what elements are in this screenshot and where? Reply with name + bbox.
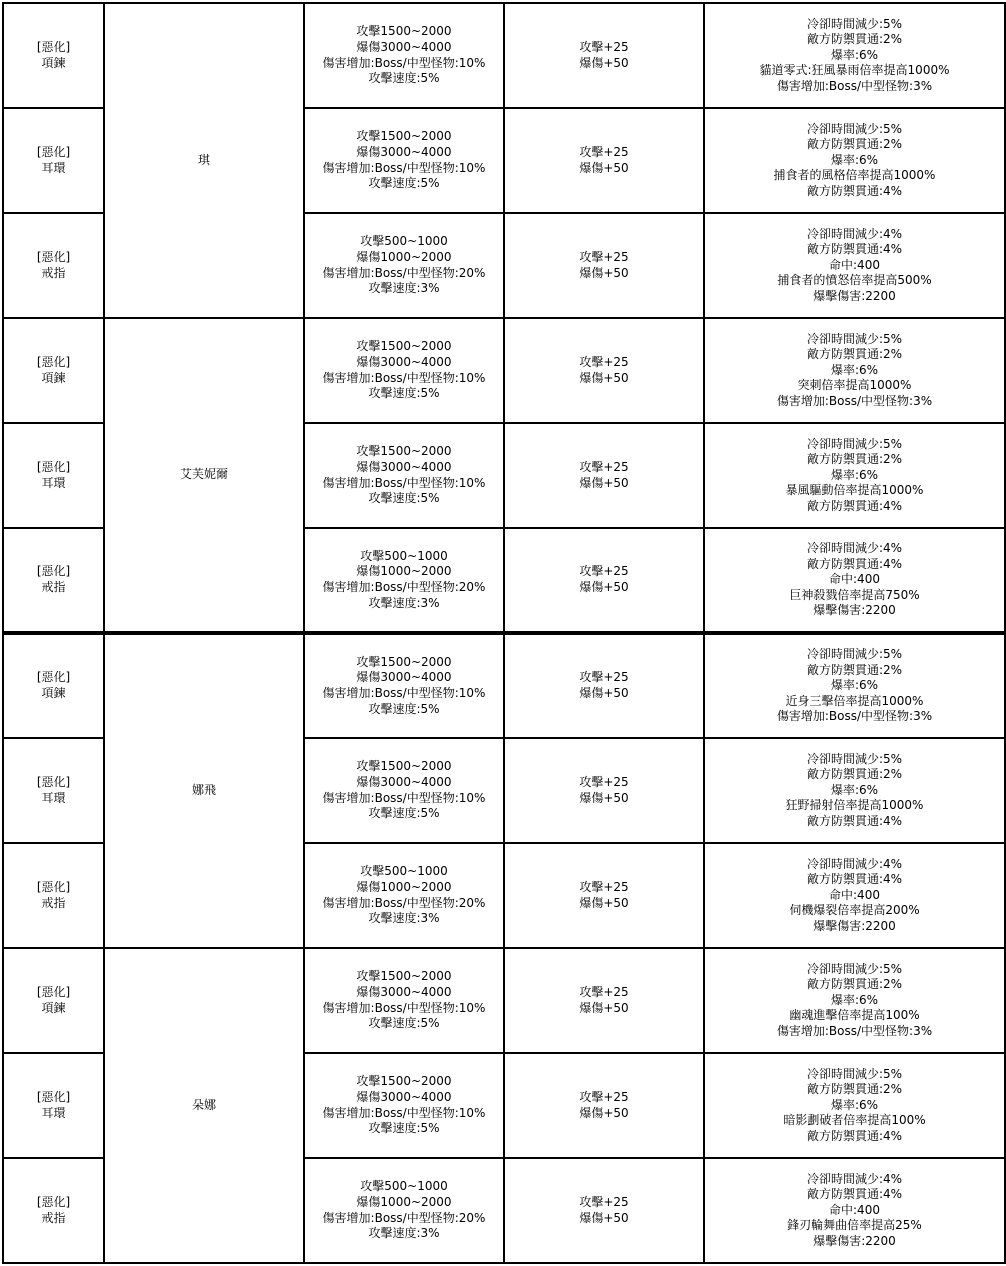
bonus-stats-cell-line: 爆傷+50 (579, 895, 629, 910)
bonus-stats-cell (504, 948, 704, 1053)
bonus-stats-cell-line: 攻擊+25 (579, 774, 629, 789)
extra-options-cell-line: 敵方防禦貫通:2% (806, 767, 903, 782)
extra-options-cell-line: 傷害增加:Boss/中型怪物:3% (776, 709, 933, 724)
base-stats-cell-line: 攻擊速度:3% (368, 1226, 440, 1241)
character-name: 琪 (197, 152, 210, 167)
bonus-stats-cell (504, 3, 704, 108)
equipment-table (2, 2, 1006, 1264)
base-stats-cell-line: 傷害增加:Boss/中型怪物:10% (322, 1000, 486, 1015)
item-slot-cell-line: [惡化] (36, 144, 71, 159)
base-stats-cell-line: 攻擊速度:5% (368, 386, 440, 401)
extra-options-cell-line: 爆率:6% (830, 47, 879, 62)
bonus-stats-cell (504, 108, 704, 213)
equipment-table-body (3, 3, 1005, 1263)
extra-options-cell-line: 命中:400 (829, 257, 880, 272)
extra-options-cell (704, 948, 1005, 1053)
extra-options-cell-line: 冷卻時間減少:5% (806, 436, 903, 451)
bonus-stats-cell-line: 攻擊+25 (579, 1089, 629, 1104)
base-stats-cell-line: 攻擊1500~2000 (356, 339, 452, 354)
bonus-stats-cell-line: 爆傷+50 (579, 160, 629, 175)
item-slot-cell-line: [惡化] (36, 670, 71, 685)
extra-options-cell-line: 敵方防禦貫通:4% (806, 872, 903, 887)
bonus-stats-cell-line: 攻擊+25 (579, 670, 629, 685)
extra-options-cell (704, 3, 1005, 108)
bonus-stats-cell-line: 攻擊+25 (579, 879, 629, 894)
item-slot-cell-line: [惡化] (36, 984, 71, 999)
base-stats-cell (304, 948, 504, 1053)
item-slot-cell-line: 項鍊 (41, 370, 66, 385)
item-slot-cell-line: [惡化] (36, 564, 71, 579)
item-slot-cell (3, 633, 104, 738)
extra-options-cell (704, 213, 1005, 318)
extra-options-cell (704, 633, 1005, 738)
extra-options-cell-line: 爆率:6% (830, 678, 879, 693)
extra-options-cell-line: 冷卻時間減少:4% (806, 226, 903, 241)
item-slot-cell-line: 項鍊 (41, 1000, 66, 1015)
extra-options-cell-line: 捕食者的風格倍率提高1000% (773, 168, 936, 183)
bonus-stats-cell (504, 1158, 704, 1263)
item-slot-cell (3, 108, 104, 213)
base-stats-cell (304, 1158, 504, 1263)
base-stats-cell (304, 1053, 504, 1158)
bonus-stats-cell-line: 攻擊+25 (579, 459, 629, 474)
table-row (3, 318, 1005, 423)
extra-options-cell-line: 敵方防禦貫通:4% (806, 498, 903, 513)
base-stats-cell-line: 傷害增加:Boss/中型怪物:20% (322, 1210, 486, 1225)
extra-options-cell-line: 爆擊傷害:2200 (813, 288, 896, 303)
base-stats-cell-line: 爆傷3000~4000 (356, 144, 452, 159)
extra-options-cell-line: 爆率:6% (830, 362, 879, 377)
bonus-stats-cell (504, 318, 704, 423)
extra-options-cell (704, 738, 1005, 843)
base-stats-cell-line: 爆傷1000~2000 (356, 564, 452, 579)
bonus-stats-cell-line: 攻擊+25 (579, 1194, 629, 1209)
base-stats-cell-line: 爆傷3000~4000 (356, 670, 452, 685)
bonus-stats-cell-line: 爆傷+50 (579, 1105, 629, 1120)
extra-options-cell-line: 敵方防禦貫通:4% (806, 242, 903, 257)
extra-options-cell-line: 敵方防禦貫通:4% (806, 556, 903, 571)
extra-options-cell-line: 鋒刃輪舞曲倍率提高25% (787, 1218, 922, 1233)
item-slot-cell (3, 1158, 104, 1263)
bonus-stats-cell (504, 213, 704, 318)
item-slot-cell-line: 耳環 (41, 790, 66, 805)
item-slot-cell (3, 3, 104, 108)
table-row (3, 3, 1005, 108)
item-slot-cell-line: 耳環 (41, 160, 66, 175)
base-stats-cell-line: 攻擊1500~2000 (356, 444, 452, 459)
base-stats-cell-line: 攻擊速度:5% (368, 1121, 440, 1136)
base-stats-cell-line: 攻擊1500~2000 (356, 654, 452, 669)
base-stats-cell (304, 528, 504, 633)
base-stats-cell (304, 3, 504, 108)
item-slot-cell (3, 1053, 104, 1158)
bonus-stats-cell-line: 攻擊+25 (579, 984, 629, 999)
item-slot-cell-line: 戒指 (41, 895, 66, 910)
bonus-stats-cell-line: 攻擊+25 (579, 39, 629, 54)
bonus-stats-cell (504, 843, 704, 948)
base-stats-cell-line: 爆傷3000~4000 (356, 1089, 452, 1104)
base-stats-cell-line: 傷害增加:Boss/中型怪物:10% (322, 1105, 486, 1120)
bonus-stats-cell (504, 738, 704, 843)
character-name: 娜飛 (191, 783, 216, 798)
base-stats-cell-line: 攻擊速度:5% (368, 176, 440, 191)
extra-options-cell-line: 命中:400 (829, 887, 880, 902)
base-stats-cell-line: 傷害增加:Boss/中型怪物:20% (322, 895, 486, 910)
base-stats-cell-line: 攻擊速度:5% (368, 491, 440, 506)
extra-options-cell (704, 843, 1005, 948)
extra-options-cell-line: 爆率:6% (830, 1097, 879, 1112)
item-slot-cell-line: [惡化] (36, 774, 71, 789)
extra-options-cell-line: 爆率:6% (830, 467, 879, 482)
item-slot-cell-line: [惡化] (36, 1194, 71, 1209)
extra-options-cell-line: 命中:400 (829, 572, 880, 587)
base-stats-cell (304, 843, 504, 948)
bonus-stats-cell-line: 攻擊+25 (579, 354, 629, 369)
item-slot-cell (3, 843, 104, 948)
bonus-stats-cell (504, 423, 704, 528)
base-stats-cell-line: 爆傷3000~4000 (356, 39, 452, 54)
base-stats-cell-line: 傷害增加:Boss/中型怪物:10% (322, 370, 486, 385)
base-stats-cell-line: 傷害增加:Boss/中型怪物:10% (322, 790, 486, 805)
base-stats-cell-line: 爆傷3000~4000 (356, 984, 452, 999)
item-slot-cell-line: 項鍊 (41, 55, 66, 70)
item-slot-cell-line: [惡化] (36, 1089, 71, 1104)
item-slot-cell (3, 423, 104, 528)
extra-options-cell (704, 423, 1005, 528)
extra-options-cell-line: 捕食者的憤怒倍率提高500% (777, 273, 932, 288)
extra-options-cell-line: 敵方防禦貫通:4% (806, 1128, 903, 1143)
item-slot-cell-line: 耳環 (41, 475, 66, 490)
extra-options-cell-line: 冷卻時間減少:5% (806, 961, 903, 976)
item-slot-cell (3, 213, 104, 318)
extra-options-cell-line: 幽魂進擊倍率提高100% (789, 1008, 920, 1023)
base-stats-cell-line: 爆傷3000~4000 (356, 459, 452, 474)
bonus-stats-cell-line: 爆傷+50 (579, 1000, 629, 1015)
character-name-cell (104, 3, 304, 318)
character-name-cell (104, 633, 304, 948)
extra-options-cell-line: 突刺倍率提高1000% (797, 378, 912, 393)
base-stats-cell-line: 攻擊1500~2000 (356, 969, 452, 984)
bonus-stats-cell (504, 528, 704, 633)
extra-options-cell (704, 1158, 1005, 1263)
extra-options-cell-line: 敵方防禦貫通:2% (806, 32, 903, 47)
extra-options-cell-line: 敵方防禦貫通:2% (806, 662, 903, 677)
base-stats-cell (304, 423, 504, 528)
extra-options-cell-line: 冷卻時間減少:4% (806, 541, 903, 556)
base-stats-cell-line: 攻擊1500~2000 (356, 1074, 452, 1089)
base-stats-cell-line: 傷害增加:Boss/中型怪物:10% (322, 475, 486, 490)
base-stats-cell-line: 爆傷3000~4000 (356, 354, 452, 369)
base-stats-cell-line: 攻擊速度:5% (368, 1016, 440, 1031)
base-stats-cell-line: 爆傷3000~4000 (356, 774, 452, 789)
base-stats-cell-line: 攻擊速度:5% (368, 701, 440, 716)
base-stats-cell (304, 108, 504, 213)
base-stats-cell-line: 爆傷1000~2000 (356, 879, 452, 894)
item-slot-cell-line: 戒指 (41, 580, 66, 594)
extra-options-cell-line: 傷害增加:Boss/中型怪物:3% (776, 1023, 933, 1038)
extra-options-cell-line: 敵方防禦貫通:2% (806, 1082, 903, 1097)
extra-options-cell-line: 爆率:6% (830, 992, 879, 1007)
base-stats-cell (304, 213, 504, 318)
bonus-stats-cell-line: 爆傷+50 (579, 580, 629, 594)
extra-options-cell-line: 近身三擊倍率提高1000% (785, 693, 924, 708)
extra-options-cell-line: 傷害增加:Boss/中型怪物:3% (776, 393, 933, 408)
base-stats-cell (304, 738, 504, 843)
base-stats-cell-line: 攻擊速度:5% (368, 71, 440, 86)
table-row (3, 948, 1005, 1053)
item-slot-cell-line: 戒指 (41, 1210, 66, 1225)
extra-options-cell-line: 暗影劃破者倍率提高100% (783, 1113, 926, 1128)
character-name-cell (104, 948, 304, 1263)
extra-options-cell-line: 貓道零式:狂風暴雨倍率提高1000% (759, 63, 950, 78)
table-row (3, 633, 1005, 738)
extra-options-cell-line: 冷卻時間減少:5% (806, 121, 903, 136)
extra-options-cell (704, 318, 1005, 423)
item-slot-cell-line: [惡化] (36, 354, 71, 369)
base-stats-cell-line: 傷害增加:Boss/中型怪物:20% (322, 580, 486, 594)
extra-options-cell (704, 528, 1005, 633)
base-stats-cell-line: 攻擊500~1000 (360, 548, 448, 563)
base-stats-cell-line: 傷害增加:Boss/中型怪物:20% (322, 265, 486, 280)
base-stats-cell-line: 傷害增加:Boss/中型怪物:10% (322, 160, 486, 175)
base-stats-cell (304, 318, 504, 423)
bonus-stats-cell (504, 1053, 704, 1158)
base-stats-cell-line: 攻擊500~1000 (360, 234, 448, 249)
item-slot-cell-line: 耳環 (41, 1105, 66, 1120)
bonus-stats-cell-line: 爆傷+50 (579, 265, 629, 280)
base-stats-cell-line: 攻擊1500~2000 (356, 24, 452, 39)
item-slot-cell (3, 318, 104, 423)
extra-options-cell-line: 爆擊傷害:2200 (813, 603, 896, 618)
extra-options-cell-line: 敵方防禦貫通:2% (806, 977, 903, 992)
extra-options-cell-line: 敵方防禦貫通:4% (806, 813, 903, 828)
extra-options-cell-line: 爆擊傷害:2200 (813, 918, 896, 933)
base-stats-cell-line: 爆傷1000~2000 (356, 249, 452, 264)
bonus-stats-cell-line: 爆傷+50 (579, 370, 629, 385)
extra-options-cell-line: 冷卻時間減少:4% (806, 856, 903, 871)
base-stats-cell-line: 攻擊500~1000 (360, 1179, 448, 1194)
extra-options-cell-line: 冷卻時間減少:5% (806, 647, 903, 662)
extra-options-cell-line: 爆率:6% (830, 152, 879, 167)
item-slot-cell-line: [惡化] (36, 459, 71, 474)
extra-options-cell-line: 暴風驅動倍率提高1000% (785, 483, 924, 498)
item-slot-cell-line: [惡化] (36, 879, 71, 894)
extra-options-cell-line: 冷卻時間減少:5% (806, 331, 903, 346)
base-stats-cell-line: 攻擊1500~2000 (356, 759, 452, 774)
bonus-stats-cell-line: 爆傷+50 (579, 790, 629, 805)
base-stats-cell-line: 攻擊500~1000 (360, 864, 448, 879)
bonus-stats-cell-line: 爆傷+50 (579, 686, 629, 700)
extra-options-cell-line: 傷害增加:Boss/中型怪物:3% (776, 78, 933, 93)
extra-options-cell-line: 狂野掃射倍率提高1000% (785, 798, 924, 813)
item-slot-cell-line: 戒指 (41, 265, 66, 280)
bonus-stats-cell-line: 爆傷+50 (579, 55, 629, 70)
item-slot-cell (3, 738, 104, 843)
extra-options-cell (704, 1053, 1005, 1158)
bonus-stats-cell-line: 爆傷+50 (579, 1210, 629, 1225)
base-stats-cell-line: 爆傷1000~2000 (356, 1194, 452, 1209)
extra-options-cell-line: 敵方防禦貫通:4% (806, 1187, 903, 1202)
bonus-stats-cell-line: 爆傷+50 (579, 475, 629, 490)
extra-options-cell-line: 冷卻時間減少:5% (806, 751, 903, 766)
item-slot-cell-line: [惡化] (36, 249, 71, 264)
character-name-cell (104, 318, 304, 633)
character-name: 艾芙妮爾 (179, 467, 228, 482)
base-stats-cell (304, 633, 504, 738)
extra-options-cell-line: 敵方防禦貫通:2% (806, 452, 903, 467)
character-name: 朵娜 (191, 1097, 216, 1112)
base-stats-cell-line: 攻擊1500~2000 (356, 129, 452, 144)
bonus-stats-cell-line: 攻擊+25 (579, 249, 629, 264)
extra-options-cell-line: 冷卻時間減少:5% (806, 16, 903, 31)
extra-options-cell-line: 伺機爆裂倍率提高200% (789, 903, 920, 918)
base-stats-cell-line: 傷害增加:Boss/中型怪物:10% (322, 686, 486, 700)
extra-options-cell (704, 108, 1005, 213)
base-stats-cell-line: 傷害增加:Boss/中型怪物:10% (322, 55, 486, 70)
bonus-stats-cell (504, 633, 704, 738)
item-slot-cell (3, 528, 104, 633)
extra-options-cell-line: 巨神殺戮倍率提高750% (789, 587, 920, 602)
extra-options-cell-line: 敵方防禦貫通:2% (806, 137, 903, 152)
extra-options-cell-line: 命中:400 (829, 1202, 880, 1217)
extra-options-cell-line: 爆擊傷害:2200 (813, 1233, 896, 1248)
extra-options-cell-line: 冷卻時間減少:4% (806, 1171, 903, 1186)
item-slot-cell-line: [惡化] (36, 39, 71, 54)
bonus-stats-cell-line: 攻擊+25 (579, 144, 629, 159)
item-slot-cell-line: 項鍊 (41, 686, 66, 700)
item-slot-cell (3, 948, 104, 1053)
base-stats-cell-line: 攻擊速度:5% (368, 806, 440, 821)
bonus-stats-cell-line: 攻擊+25 (579, 564, 629, 579)
extra-options-cell-line: 爆率:6% (830, 782, 879, 797)
base-stats-cell-line: 攻擊速度:3% (368, 281, 440, 296)
extra-options-cell-line: 冷卻時間減少:5% (806, 1066, 903, 1081)
base-stats-cell-line: 攻擊速度:3% (368, 595, 440, 610)
base-stats-cell-line: 攻擊速度:3% (368, 911, 440, 926)
extra-options-cell-line: 敵方防禦貫通:2% (806, 347, 903, 362)
extra-options-cell-line: 敵方防禦貫通:4% (806, 183, 903, 198)
